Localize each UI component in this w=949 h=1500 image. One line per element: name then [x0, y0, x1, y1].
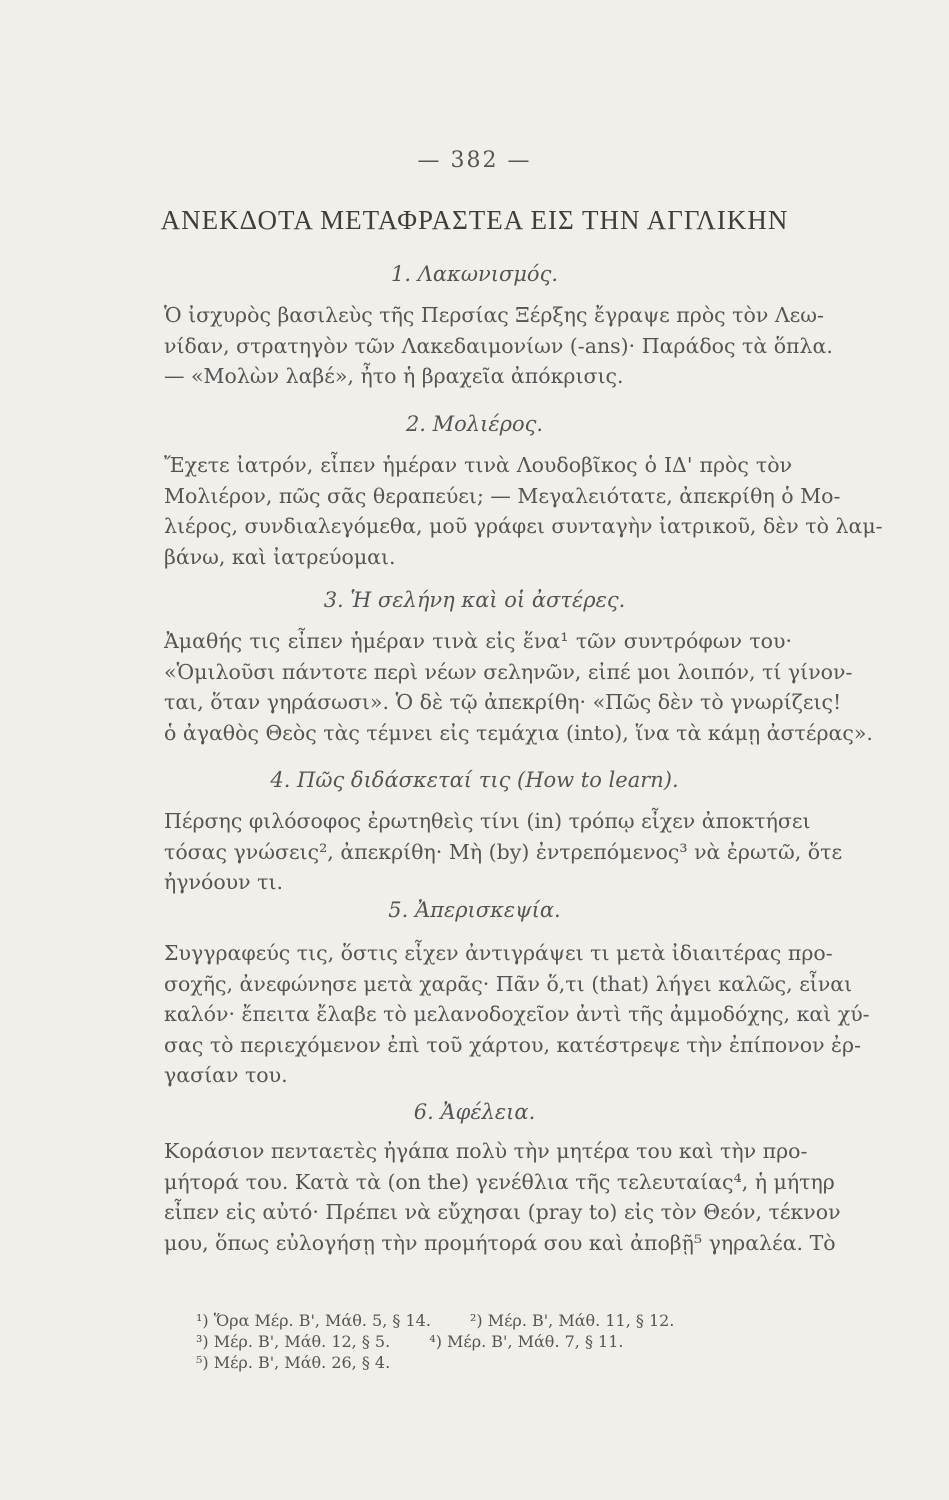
- footnote-row: [196, 1352, 796, 1373]
- section-heading-3: 3. Ἡ σελήνη καὶ οἱ ἀστέρες.: [323, 588, 626, 612]
- section-body-3: [164, 626, 873, 748]
- text-line: μου, ὅπως εὐλογήσῃ τὴν προμήτορά σου καὶ ἀποβῇ⁵ γηραλέα. Τὸ: [164, 1230, 836, 1255]
- text-line: σοχῆς, ἀνεφώνησε μετὰ χαρᾶς· Πᾶν ὅ,τι (that) λήγει καλῶς, εἶναι: [164, 971, 853, 996]
- text-line: Μολιέρον, πῶς σᾶς θεραπεύει; — Μεγαλειότατε, ἀπεκρίθη ὁ Μο-: [164, 483, 841, 508]
- text-line: νίδαν, στρατηγὸν τῶν Λακεδαιμονίων (-ans)· Παράδος τὰ ὅπλα.: [164, 333, 833, 358]
- section-heading-6: 6. Ἀφέλεια.: [413, 1100, 536, 1124]
- text-line: εἶπεν εἰς αὐτό· Πρέπει νὰ εὔχησαι (pray to) εἰς τὸν Θεόν, τέκνον: [164, 1200, 841, 1224]
- text-line: καλόν· ἔπειτα ἔλαβε τὸ μελανοδοχεῖον ἀντὶ τῆς ἀμμοδόχης, καὶ χύ-: [164, 1002, 870, 1026]
- text-line: Ἔχετε ἰατρόν, εἶπεν ἡμέραν τινὰ Λουδοβῖκος ὁ ΙΔ' πρὸς τὸν: [164, 453, 792, 477]
- footnote-4: ⁴) Μέρ. Β', Μάθ. 7, § 11.: [429, 1332, 624, 1351]
- footnote-row: [196, 1310, 796, 1331]
- section-body-4: [164, 806, 843, 898]
- page-title: ΑΝΕΚΔΟΤΑ ΜΕΤΑΦΡΑΣΤΕΑ ΕΙΣ ΤΗΝ ΑΓΓΛΙΚΗΝ: [160, 205, 789, 235]
- section-body-5: [164, 938, 870, 1091]
- text-line: Κοράσιον πενταετὲς ἠγάπα πολὺ τὴν μητέρα του καὶ τὴν προ-: [164, 1139, 808, 1163]
- text-line: «Ὁμιλοῦσι πάντοτε περὶ νέων σεληνῶν, εἰπέ μοι λοιπόν, τί γίνον-: [164, 659, 853, 684]
- text-line: γασίαν του.: [164, 1063, 288, 1087]
- text-line: σας τὸ περιεχόμενον ἐπὶ τοῦ χάρτου, κατέστρεψε τὴν ἐπίπονον ἐρ-: [164, 1032, 862, 1057]
- text-line: μήτορά του. Κατὰ τὰ (on the) γενέθλια τῆς τελευταίας⁴, ἡ μήτηρ: [164, 1169, 835, 1194]
- text-line: — «Μολὼν λαβέ», ἦτο ἡ βραχεῖα ἀπόκρισις.: [164, 364, 624, 388]
- text-line: Ὁ ἰσχυρὸς βασιλεὺς τῆς Περσίας Ξέρξης ἔγραψε πρὸς τὸν Λεω-: [164, 303, 824, 327]
- section-body-2: [164, 450, 883, 572]
- footnote-5: ⁵) Μέρ. Β', Μάθ. 26, § 4.: [196, 1353, 391, 1372]
- footnote-row: [196, 1331, 796, 1352]
- text-line: ἠγνόουν τι.: [164, 870, 284, 894]
- text-line: ται, ὅταν γηράσωσι». Ὁ δὲ τῷ ἀπεκρίθη· «Πῶς δὲν τὸ γνωρίζεις!: [164, 690, 842, 714]
- section-heading-4: 4. Πῶς διδάσκεταί τις (How to learn).: [270, 768, 679, 792]
- footnote-3: ³) Μέρ. Β', Μάθ. 12, § 5.: [196, 1332, 391, 1351]
- section-heading-1: 1. Λακωνισμός.: [390, 262, 558, 286]
- footnote-1: ¹) Ὅρα Μέρ. Β', Μάθ. 5, § 14.: [196, 1311, 431, 1330]
- text-line: Συγγραφεύς τις, ὅστις εἶχεν ἀντιγράψει τι μετὰ ἰδιαιτέρας προ-: [164, 941, 833, 965]
- footnote-2: ²) Μέρ. Β', Μάθ. 11, § 12.: [470, 1311, 675, 1330]
- text-line: βάνω, καὶ ἰατρεύομαι.: [164, 544, 396, 569]
- section-heading-5: 5. Ἀπερισκεψία.: [388, 898, 561, 922]
- text-line: Ἀμαθής τις εἶπεν ἡμέραν τινὰ εἰς ἕνα¹ τῶν συντρόφων του·: [164, 629, 792, 653]
- section-heading-2: 2. Μολιέρος.: [405, 412, 544, 436]
- page-number: — 382 —: [417, 148, 532, 173]
- text-line: τόσας γνώσεις², ἀπεκρίθη· Μὴ (by) ἐντρεπόμενος³ νὰ ἐρωτῶ, ὅτε: [164, 839, 843, 864]
- text-line: λιέρος, συνδιαλεγόμεθα, μοῦ γράφει συνταγὴν ἰατρικοῦ, δὲν τὸ λαμ-: [164, 514, 883, 538]
- text-line: ὁ ἀγαθὸς Θεὸς τὰς τέμνει εἰς τεμάχια (into), ἵνα τὰ κάμῃ ἀστέρας».: [164, 720, 873, 745]
- text-line: Πέρσης φιλόσοφος ἐρωτηθεὶς τίνι (in) τρόπῳ εἶχεν ἀποκτήσει: [164, 809, 811, 833]
- section-body-1: [164, 300, 833, 392]
- footnotes: [196, 1310, 796, 1373]
- section-body-6: [164, 1136, 841, 1258]
